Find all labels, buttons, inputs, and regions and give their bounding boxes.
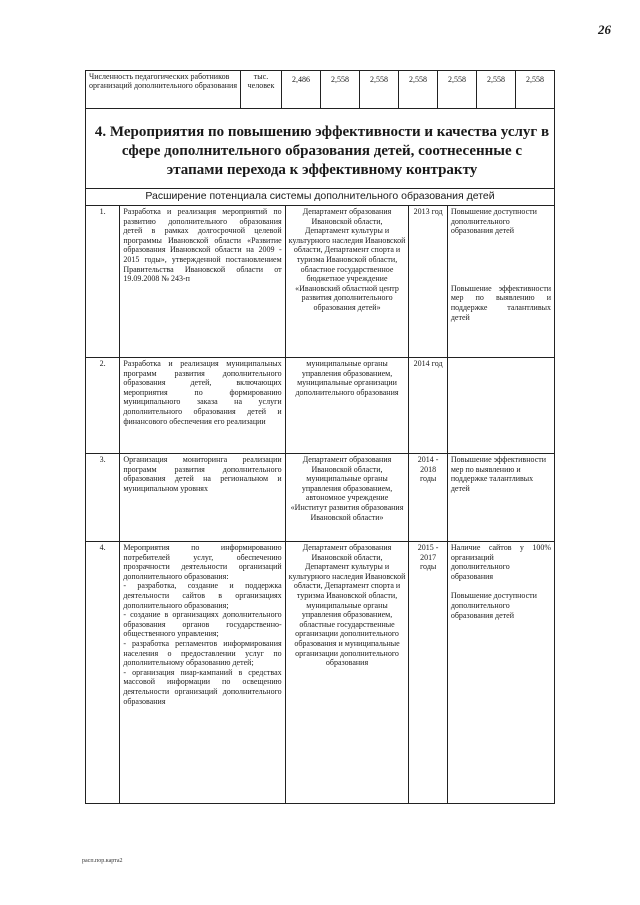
table-row xyxy=(86,454,555,542)
row-number: 1. xyxy=(86,206,120,358)
year-cell: 2015 - 2017 годы xyxy=(409,542,447,804)
responsible-cell: Департамент образования Ивановской области, Департамент культуры и культурного наследия Ивановской области, Департамент спорта и туризма Ивановской области, областное государственное бюджетное учреждение «Ивановский областной центр развития дополнительного образования детей» xyxy=(285,206,409,358)
result-cell: Повышение эффективности мер по выявлению и поддержке талантливых детей xyxy=(447,454,554,542)
indicator-value: 2,558 xyxy=(321,71,360,109)
result-cell xyxy=(447,206,554,358)
responsible-cell: Департамент образования Ивановской области, Департамент культуры и культурного наследия Ивановской области, Департамент спорта и туризма Ивановской области, муниципальные органы управления образованием, областные государственные организации дополнительного образования и муниципальные организации дополнительного образования xyxy=(285,542,409,804)
result-cell xyxy=(447,358,554,454)
table-row xyxy=(86,542,555,804)
indicator-unit: тыс. человек xyxy=(241,71,282,109)
footer-note: расп.пор.карта2 xyxy=(82,858,123,864)
measures-table xyxy=(85,188,555,804)
measure-item: - организация пиар-кампаний в средствах массовой информации по освещению деятельности организаций дополнительного образования xyxy=(123,667,282,706)
year-cell: 2013 год xyxy=(409,206,447,358)
indicator-value: 2,558 xyxy=(399,71,438,109)
table-subheading-row xyxy=(86,189,555,206)
indicator-value: 2,558 xyxy=(360,71,399,109)
row-number: 3. xyxy=(86,454,120,542)
measure-cell: Организация мониторинга реализации программ развития дополнительного образования детей на региональном и муниципальном уровнях xyxy=(120,454,285,542)
row-number: 4. xyxy=(86,542,120,804)
indicator-value: 2,558 xyxy=(516,71,555,109)
measure-cell: Разработка и реализация муниципальных программ развития дополнительного образования детей, включающих мероприятия по формированию муниципального заказа на услуги дополнительного образования детей и финансового обеспечения его реализации xyxy=(120,358,285,454)
result-text: Наличие сайтов у 100% организаций дополнительного образования xyxy=(450,543,551,581)
spacer xyxy=(451,236,551,284)
measure-cell: Разработка и реализация мероприятий по развитию дополнительного образования детей в рамках долгосрочной целевой программы Ивановской области «Развитие образования Ивановской области на 2009 - 2015 годы», утвержденной постановлением Правительства Ивановской области от 19.09.2008 № 243-п xyxy=(120,206,285,358)
measure-item: - создание в организациях дополнительного образования органов государственно-общественного управления; xyxy=(123,610,282,639)
section-title: 4. Мероприятия по повышению эффективности и качества услуг в сфере дополнительного образования детей, соотнесенные с этапами перехода к эффективному контракту xyxy=(94,124,550,178)
row-number: 2. xyxy=(86,358,120,454)
result-cell xyxy=(447,542,554,804)
page-number: 26 xyxy=(598,22,611,37)
measure-item: - разработка, создание и поддержка деятельности сайтов в организациях дополнительного образования; xyxy=(123,581,282,610)
indicator-value: 2,558 xyxy=(438,71,477,109)
table-row xyxy=(86,206,555,358)
indicator-label: Численность педагогических работников организаций дополнительного образования xyxy=(86,71,241,109)
indicator-value: 2,558 xyxy=(477,71,516,109)
responsible-cell: муниципальные органы управления образованием, муниципальные организации дополнительного образования xyxy=(285,358,409,454)
measure-item: - разработка регламентов информирования населения о предоставлении услуг по дополнительному образованию детей; xyxy=(123,638,282,668)
responsible-cell: Департамент образования Ивановской области, муниципальные органы управления образованием, автономное учреждение «Институт развития образования Ивановской области» xyxy=(285,454,409,542)
indicator-value: 2,486 xyxy=(282,71,321,109)
measure-intro: Мероприятия по информированию потребителей услуг, обеспечению прозрачности деятельности организаций дополнительного образования: xyxy=(123,543,282,581)
spacer xyxy=(451,581,551,591)
measure-cell xyxy=(120,542,285,804)
table-row xyxy=(86,358,555,454)
year-cell: 2014 год xyxy=(409,358,447,454)
table-subheading: Расширение потенциала системы дополнительного образования детей xyxy=(86,189,555,206)
year-cell: 2014 - 2018 годы xyxy=(409,454,447,542)
result-text: Повышение доступности дополнительного образования детей xyxy=(450,591,537,620)
result-text: Повышение доступности дополнительного образования детей xyxy=(450,207,537,236)
result-text: Повышение эффективности мер по выявлению и поддержке талантливых детей xyxy=(450,283,551,322)
